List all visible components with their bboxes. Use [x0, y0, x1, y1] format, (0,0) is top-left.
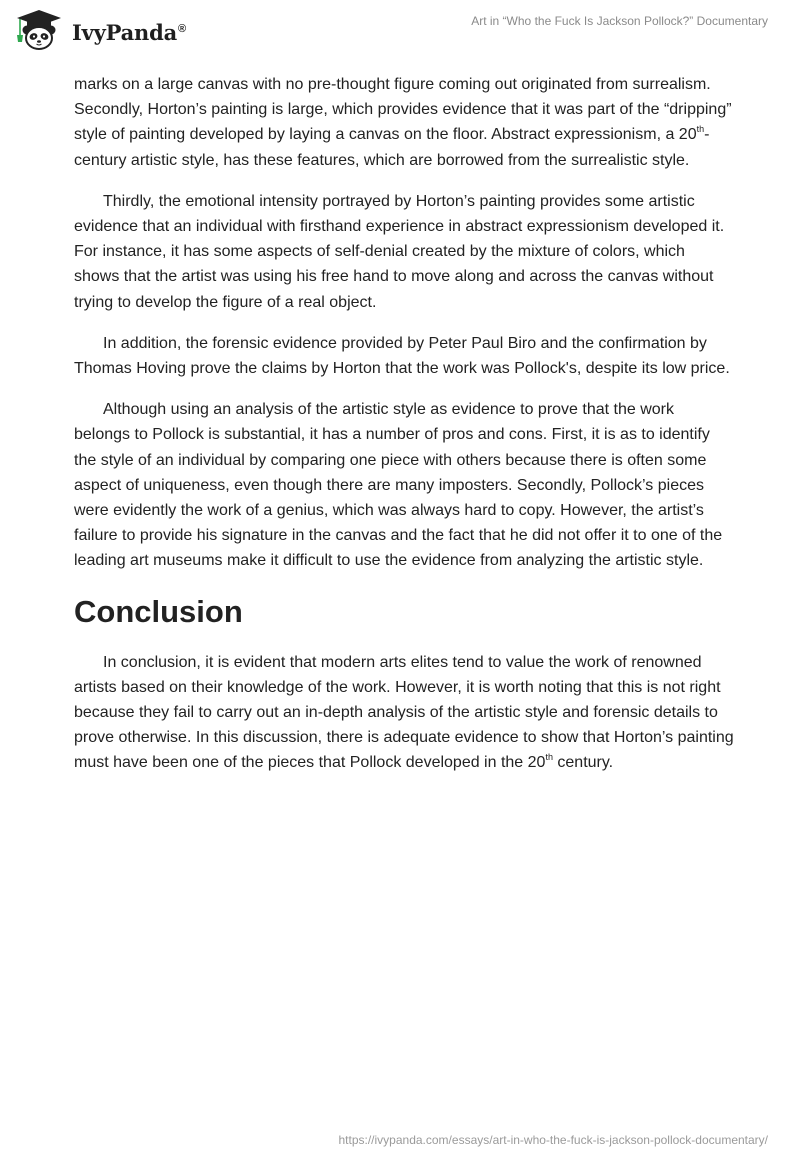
- superscript-th: th: [696, 124, 705, 135]
- paragraph-pros-and-cons: Although using an analysis of the artistic style as evidence to prove that the work belongs to Pollock is substantial, it has a number of pros and cons. First, it is as to identify the style of an individual by comparing one piece with others because there is often some aspect of uniqueness, even though there are many imposters. Secondly, Pollock’s pieces were evidently the work of a genius, which was always hard to copy. However, the artist’s failure to provide his signature in the canvas and the fact that he did not offer it to one of the leading art museums make it difficult to use the evidence from analyzing the artistic style.: [74, 401, 723, 570]
- superscript-th: th: [545, 752, 553, 763]
- paragraph-emotional-intensity: Thirdly, the emotional intensity portrayed by Horton’s painting provides some artistic evidence that an individual with firsthand experience in abstract expressionism developed it. For instance, it has some aspects of self-denial created by the mixture of colors, which shows that the artist was using his free hand to move along and across the canvas without trying to develop the figure of a real object.: [74, 192, 725, 311]
- ivypanda-logo[interactable]: [14, 9, 186, 51]
- brand-name: IvyPanda®: [72, 19, 186, 45]
- page-header: [0, 0, 800, 60]
- document-title: Art in “Who the Fuck Is Jackson Pollock?” Documentary: [471, 14, 768, 28]
- essay-content: [74, 72, 734, 792]
- conclusion-heading: Conclusion: [74, 593, 243, 629]
- paragraph-forensic-evidence: In addition, the forensic evidence provided by Peter Paul Biro and the confirmation by Thomas Hoving prove the claims by Horton that the work was Pollock's, despite its low price.: [74, 334, 730, 378]
- page-url[interactable]: https://ivypanda.com/essays/art-in-who-the-fuck-is-jackson-pollock-documentary/: [338, 1133, 768, 1147]
- paragraph-surrealism-continued: marks on a large canvas with no pre-thought figure coming out originated from surrealism. Secondly, Horton’s painting is large, which provides evidence that it was part of the “dripping” style of painting developed by laying a canvas on the floor. Abstract expressionism, a 20th-century artistic style, has these features, which are borrowed from the surrealistic style.: [74, 76, 732, 169]
- registered-mark: ®: [178, 22, 186, 35]
- paragraph-conclusion: In conclusion, it is evident that modern arts elites tend to value the work of renowned artists based on their knowledge of the work. However, it is worth noting that this is not right because they fail to carry out an in-depth analysis of the artistic style and forensic details to prove otherwise. In this discussion, there is adequate evidence to show that Horton’s painting must have been one of the pieces that Pollock developed in the 20th century.: [74, 653, 734, 772]
- panda-graduate-logo-icon: [14, 9, 64, 51]
